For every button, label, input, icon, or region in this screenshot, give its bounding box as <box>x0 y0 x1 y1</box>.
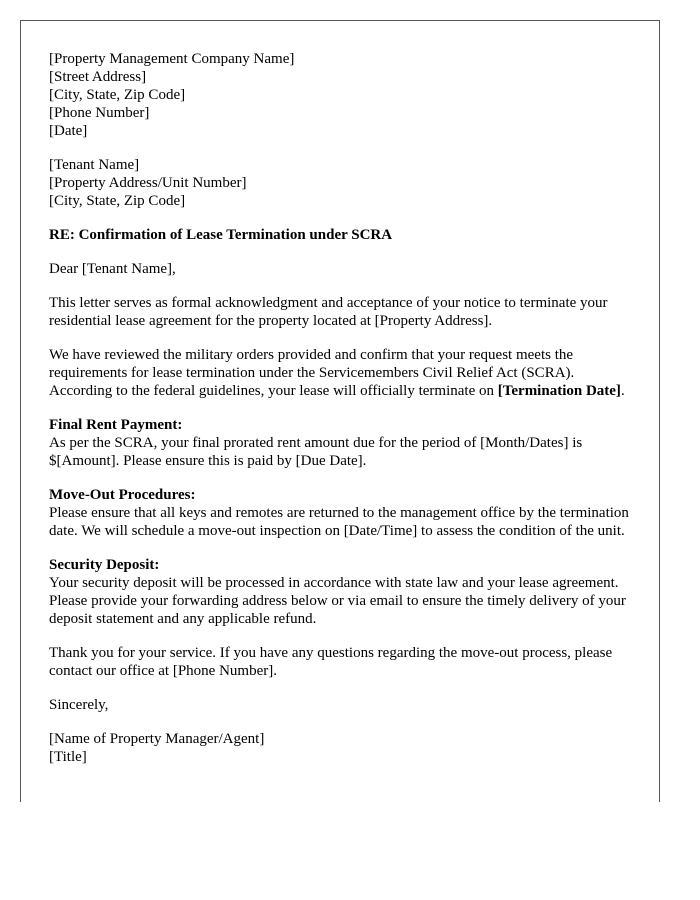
section-heading: Security Deposit: <box>49 557 160 573</box>
section-body: Your security deposit will be processed in accordance with state law and your lease agreement. Please provide your forwarding address below or via email to ensure the timely delivery of your deposit statement and any applicable refund. <box>49 575 626 627</box>
recipient-block <box>49 156 639 210</box>
section-heading: Final Rent Payment: <box>49 417 183 433</box>
letter-page <box>20 20 660 802</box>
sender-street: [Street Address] <box>49 69 147 85</box>
signature-title: [Title] <box>49 749 87 765</box>
signature-block <box>49 730 639 766</box>
review-end: . <box>620 383 625 399</box>
sender-phone: [Phone Number] <box>49 105 150 121</box>
termination-date: [Termination Date] <box>497 383 621 399</box>
signature-name: [Name of Property Manager/Agent] <box>49 731 265 747</box>
section-heading: Move-Out Procedures: <box>49 487 196 503</box>
recipient-address: [Property Address/Unit Number] <box>49 175 247 191</box>
recipient-name: [Tenant Name] <box>49 157 140 173</box>
sender-company: [Property Management Company Name] <box>49 51 295 67</box>
section-move-out <box>49 486 639 540</box>
review-text: We have reviewed the military orders provided and confirm that your request meets the requirements for lease termination under the Servicemembers Civil Relief Act (SCRA). According to the federal guidelines, your lease will officially terminate on <box>49 347 575 399</box>
letter-date: [Date] <box>49 123 88 139</box>
section-body: Please ensure that all keys and remotes are returned to the management office by the termination date. We will schedule a move-out inspection on [Date/Time] to assess the condition of the unit. <box>49 505 629 539</box>
subject-line: RE: Confirmation of Lease Termination under SCRA <box>49 227 393 243</box>
sender-city: [City, State, Zip Code] <box>49 87 186 103</box>
recipient-city: [City, State, Zip Code] <box>49 193 186 209</box>
thanks-paragraph: Thank you for your service. If you have any questions regarding the move-out process, please contact our office at [Phone Number]. <box>49 645 613 679</box>
review-paragraph <box>49 346 639 400</box>
intro-paragraph: This letter serves as formal acknowledgment and acceptance of your notice to terminate your residential lease agreement for the property located at [Property Address]. <box>49 295 608 329</box>
letter-content <box>49 50 639 782</box>
closing: Sincerely, <box>49 697 109 713</box>
section-body: As per the SCRA, your final prorated rent amount due for the period of [Month/Dates] is $[Amount]. Please ensure this is paid by [Due Date]. <box>49 435 583 469</box>
section-security-deposit <box>49 556 639 628</box>
salutation: Dear [Tenant Name], <box>49 261 176 277</box>
sender-block <box>49 50 639 140</box>
section-final-rent <box>49 416 639 470</box>
